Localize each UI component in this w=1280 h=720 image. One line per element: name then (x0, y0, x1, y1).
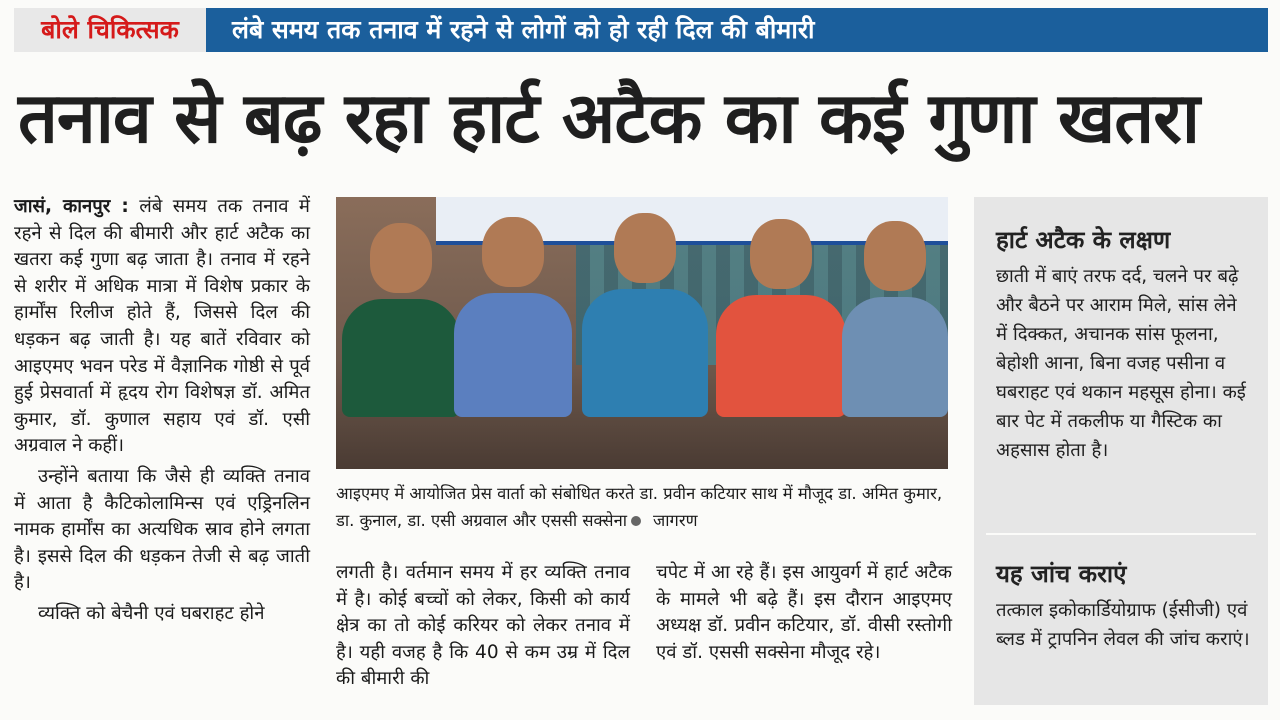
photo-caption (336, 480, 950, 534)
caption-text: आइएमए में आयोजित प्रेस वार्ता को संबोधित करते डा. प्रवीन कटियार साथ में मौजूद डा. अमित कुमार, डा. कुनाल, डा. एसी अग्रवाल और एससी सक्सेना (336, 484, 943, 530)
photo-person-3 (582, 213, 708, 417)
symptoms-title: हार्ट अटैक के लक्षण (996, 226, 1171, 254)
article-paragraph-2: उन्होंने बताया कि जैसे ही व्यक्ति तनाव में आता है कैटिकोलामिन्स एवं एड्रिनलिन नामक हार्मोंस का अत्यधिक स्राव होने लगता है। इससे दिल की धड़कन तेजी से बढ़ जाती है। (14, 465, 310, 594)
headline: तनाव से बढ़ रहा हार्ट अटैक का कई गुणा खतरा (18, 77, 1199, 159)
article-column-2: लगती है। वर्तमान समय में हर व्यक्ति तनाव में है। कोई बच्चों को लेकर, किसी को कार्य क्षेत्र का तो कोई करियर को लेकर तनाव में है। यही वजह है कि 40 से कम उम्र में दिल की बीमारी की (336, 562, 630, 690)
section-tag: बोले चिकित्सक (14, 8, 206, 52)
paragraph-1-text: लंबे समय तक तनाव में रहने से दिल की बीमारी और हार्ट अटैक का खतरा कई गुणा बढ़ जाता है। तनाव में रहने से शरीर में अधिक मात्रा में विशेष प्रकार के हार्मोंस रिलीज होते हैं, जिससे दिल की धड़कन बढ़ जाती है। यह बातें रविवार को आइएमए भवन परेड में वैज्ञानिक गोष्ठी से पूर्व हुई प्रेसवार्ता में हृदय रोग विशेषज्ञ डॉ. अमित कुमार, डॉ. कुणाल सहाय एवं डॉ. एसी अग्रवाल ने कहीं। (14, 196, 310, 457)
info-sidebar (974, 197, 1268, 705)
tests-box (996, 557, 1252, 654)
tests-title: यह जांच कराएं (996, 560, 1127, 588)
dateline: जासं, कानपुर : (14, 196, 129, 217)
photo-person-1 (342, 223, 460, 417)
symptoms-box (996, 223, 1252, 465)
photo-person-2 (454, 217, 572, 417)
subheadline: लंबे समय तक तनाव में रहने से लोगों को हो रही दिल की बीमारी (232, 15, 815, 44)
photo-credit: जागरण (653, 511, 698, 530)
article-column-3: चपेट में आ रहे हैं। इस आयुवर्ग में हार्ट अटैक के मामले भी बढ़े हैं। इस दौरान आइएमए अध्यक्ष डॉ. प्रवीन कटियार, डॉ. वीसी रस्तोगी एवं डॉ. एससी सक्सेना मौजूद रहे। (656, 562, 952, 663)
section-banner (14, 8, 1268, 52)
article-paragraph-1 (14, 194, 310, 460)
tests-text: तत्काल इकोकार्डियोग्राफ (ईसीजी) एवं ब्लड में ट्रापनिन लेवल की जांच कराएं। (996, 600, 1250, 650)
sidebar-divider (986, 533, 1256, 535)
article-paragraph-3: व्यक्ति को बेचैनी एवं घबराहट होने (38, 602, 265, 624)
article-column-1 (14, 194, 310, 628)
symptoms-text: छाती में बाएं तरफ दर्द, चलने पर बढ़े और बैठने पर आराम मिले, सांस लेने में दिक्कत, अचानक सांस फूलना, बेहोशी आना, बिना वजह पसीना व घबराहट एवं थकान महसूस होना। कई बार पेट में तकलीफ या गैस्टिक का अहसास होता है। (996, 266, 1246, 461)
bullet-icon (631, 516, 641, 526)
press-conference-photo (336, 197, 948, 469)
photo-person-4 (716, 219, 846, 417)
photo-person-5 (842, 221, 948, 417)
